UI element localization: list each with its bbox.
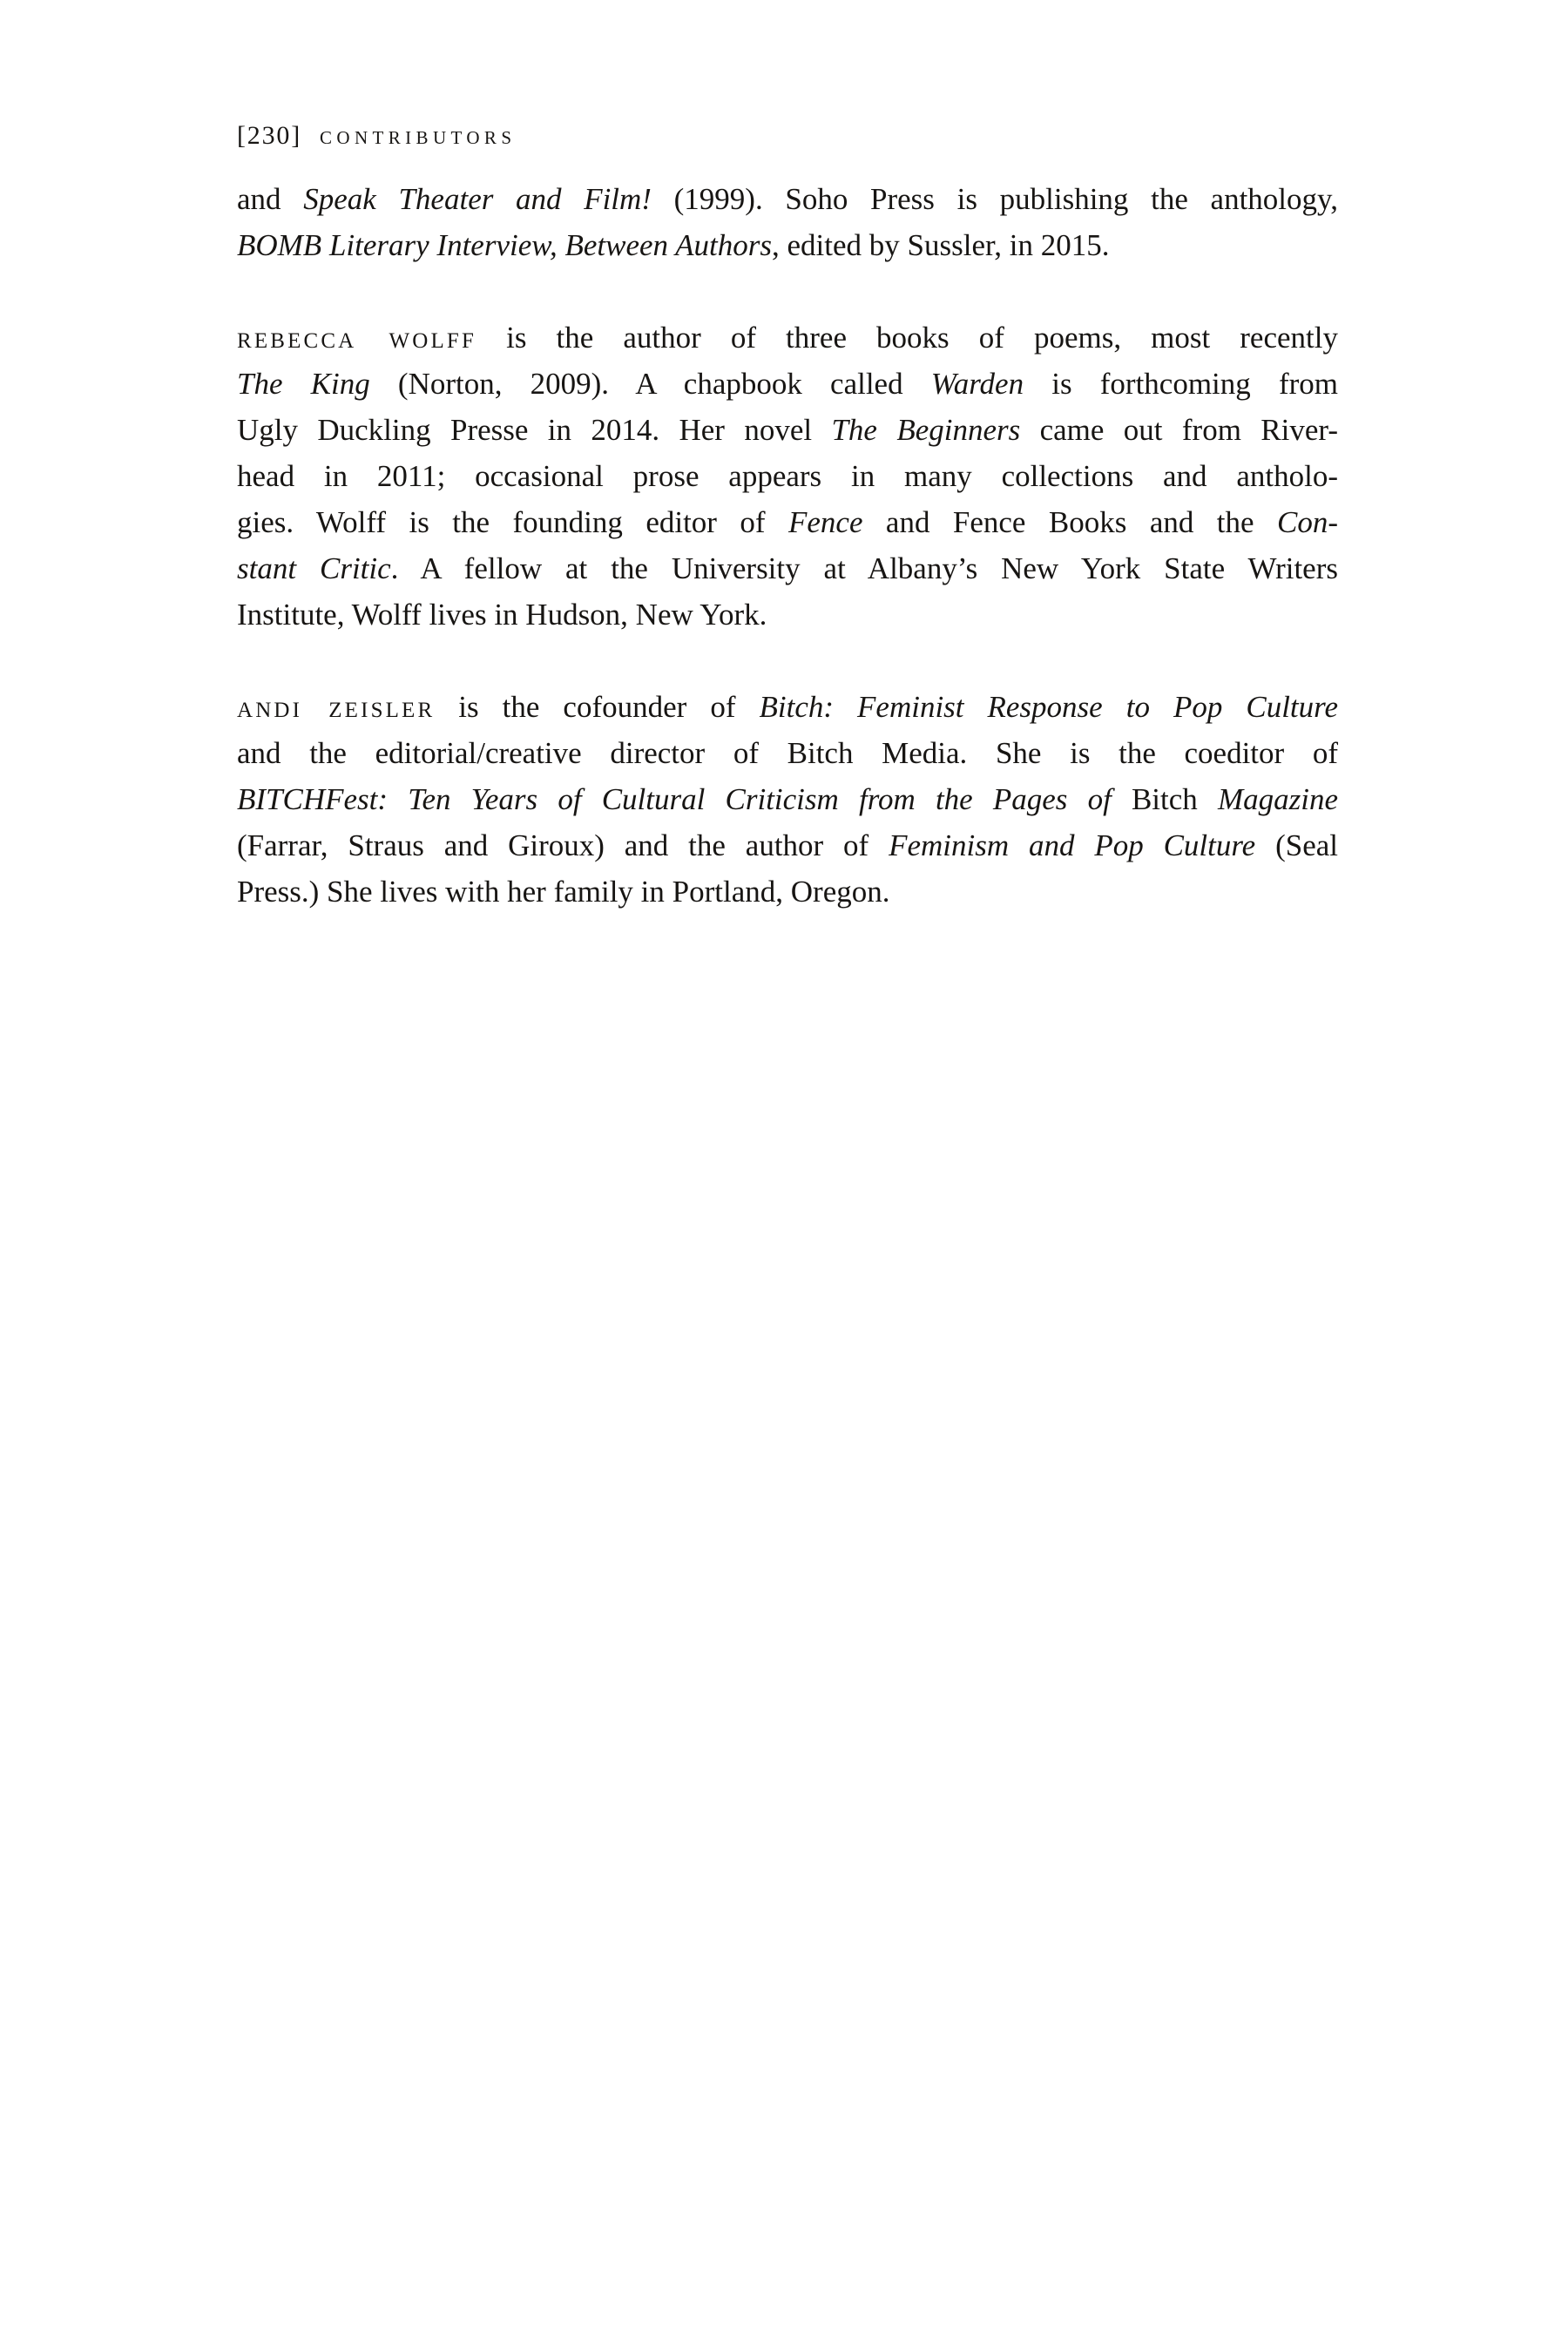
text-segment: (Seal: [1255, 828, 1338, 862]
text-segment: Institute, Wolff lives in Hudson, New York.: [237, 598, 767, 632]
italic-text: BITCHFest: Ten Years of Cultural Criticism from the Pages of: [237, 782, 1112, 816]
italic-text: Con-: [1277, 505, 1338, 539]
paragraph: [237, 314, 1338, 638]
running-head: [237, 120, 1338, 152]
text-line: [237, 361, 1338, 407]
italic-text: BOMB Literary Interview, Between Authors: [237, 228, 773, 262]
text-line: [237, 822, 1338, 868]
text-segment: head in 2011; occasional prose appears in many collections and antholo-: [237, 459, 1338, 493]
italic-text: Feminism and Pop Culture: [889, 828, 1256, 862]
smallcaps-name: rebecca wolff: [237, 321, 477, 355]
text-line: [237, 222, 1338, 268]
text-line: [237, 545, 1338, 591]
italic-text: Warden: [930, 367, 1024, 401]
text-segment: is the cofounder of: [435, 690, 760, 724]
text-segment: came out from River-: [1020, 413, 1338, 447]
smallcaps-name: andi zeisler: [237, 690, 436, 724]
text-line: [237, 407, 1338, 453]
text-line: [237, 499, 1338, 545]
text-line: [237, 776, 1338, 822]
italic-text: Bitch: Feminist Response to Pop Culture: [759, 690, 1339, 724]
text-segment: Bitch: [1111, 782, 1218, 816]
italic-text: Magazine: [1217, 782, 1338, 816]
text-segment: is the author of three books of poems, most recently: [476, 321, 1338, 355]
text-segment: . A fellow at the University at Albany’s New York State Writers: [390, 551, 1338, 585]
italic-text: stant Critic: [237, 551, 391, 585]
text-block: [237, 120, 1338, 915]
paragraph: [237, 176, 1338, 268]
italic-text: The Beginners: [831, 413, 1021, 447]
text-segment: (Norton, 2009). A chapbook called: [369, 367, 931, 401]
text-segment: (1999). Soho Press is publishing the anthology,: [651, 182, 1338, 216]
section-title: contributors: [319, 121, 517, 150]
contributors-body: [237, 176, 1338, 915]
text-line: [237, 730, 1338, 776]
text-segment: gies. Wolff is the founding editor of: [237, 505, 788, 539]
text-segment: Ugly Duckling Presse in 2014. Her novel: [237, 413, 832, 447]
italic-text: Speak Theater and Film!: [303, 182, 652, 216]
text-line: [237, 684, 1338, 730]
page-number: [230]: [237, 121, 301, 150]
text-segment: , edited by Sussler, in 2015.: [772, 228, 1110, 262]
text-segment: Press.) She lives with her family in Portland, Oregon.: [237, 875, 890, 909]
text-line: [237, 591, 1338, 638]
text-segment: and Fence Books and the: [862, 505, 1277, 539]
text-segment: is forthcoming from: [1024, 367, 1338, 401]
text-line: [237, 868, 1338, 915]
text-line: [237, 314, 1338, 361]
text-segment: (Farrar, Straus and Giroux) and the author of: [237, 828, 889, 862]
italic-text: The King: [237, 367, 370, 401]
italic-text: Fence: [788, 505, 863, 539]
text-line: [237, 176, 1338, 222]
text-segment: and: [237, 182, 304, 216]
paragraph: [237, 684, 1338, 915]
text-segment: and the editorial/creative director of Bitch Media. She is the coeditor of: [237, 736, 1338, 770]
text-line: [237, 453, 1338, 499]
